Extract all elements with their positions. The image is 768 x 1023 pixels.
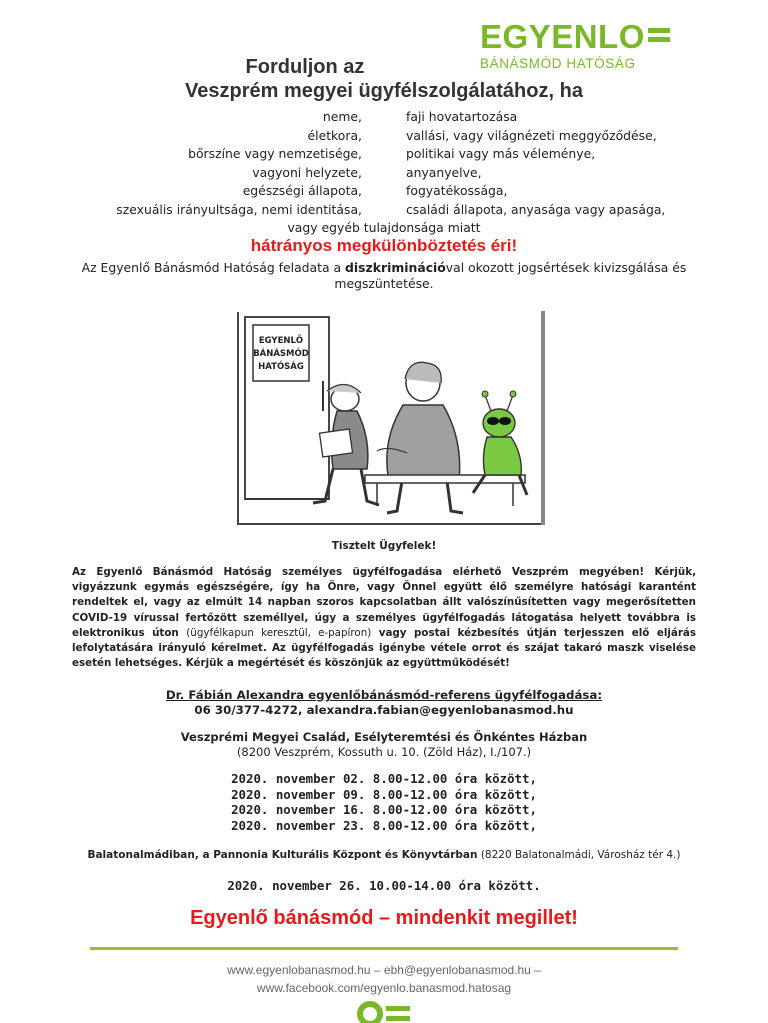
date-item: 2020. november 16. 8.00-12.00 óra között, [231,802,537,817]
venue-balatonalmadi [0,849,768,861]
door-sign-line: HATÓSÁG [258,362,304,372]
ground-item: anyanyelve, [406,164,482,180]
equals-sign-icon [648,26,670,46]
door-sign-line: BÁNÁSMÓD [253,349,309,359]
logo-subtitle: BÁNÁSMÓD HATÓSÁG [480,56,636,71]
ground-item: vagyoni helyzete, [252,164,362,180]
ground-item: vallási, vagy világnézeti meggyőződése, [406,127,657,143]
ground-item: politikai vagy más véleménye, [406,146,596,161]
grounds-final-line: vagy egyéb tulajdonsága miatt [287,220,481,235]
ground-item: életkora, [307,127,362,143]
grounds-right-column [406,108,746,219]
logo-wordmark: EGYENLO [480,18,645,55]
venue-veszprem [0,730,768,760]
footer-divider [90,947,678,950]
grounds-left-column [2,108,362,219]
heading-line-2: Veszprém megyei ügyfélszolgálatához, ha [185,80,583,102]
footer-links [0,961,768,997]
ground-item: faji hovatartozása [406,109,518,124]
ground-item: neme, [322,109,362,124]
ground-item: családi állapota, anyasága vagy apasága, [406,201,666,217]
venue2-address: (8220 Balatonalmádi, Városház tér 4.) [477,849,681,861]
cartoon-illustration [237,311,547,526]
balatonalmadi-date: 2020. november 26. 10.00-14.00 óra között. [227,878,541,893]
ground-item: bőrszíne vagy nemzetisége, [188,146,362,161]
footer-line-1[interactable]: www.egyenlobanasmod.hu – ebh@egyenlobanasmod.hu – [227,963,541,977]
heading-line-1: Forduljon az [245,56,365,78]
intro-text: Az Egyenlő Bánásmód Hatóság feladata a diszkriminációval okozott jogsértések kivizsgálása és megszüntetése. [81,260,687,291]
venue2-name: Balatonalmádiban, a Pannonia Kulturális Központ és Könyvtárban [87,849,478,861]
ground-item: szexuális irányultsága, nemi identitása, [116,201,362,217]
venue-address: (8200 Veszprém, Kossuth u. 10. (Zöld Ház), I./107.) [236,745,532,759]
footer-line-2[interactable]: www.facebook.com/egyenlo.banasmod.hatosag [256,981,512,995]
red-heading: hátrányos megkülönböztetés éri! [250,236,518,255]
intro-bold-word: diszkrimináció [345,260,446,275]
notice-paragraph: Az Egyenlő Bánásmód Hatóság személyes ügyfélfogadása elérhető Veszprém megyében! Kérjük, vigyázzunk egymás egészségére, így ha Önre, vagy Önnel együtt élő személyre hatósági karantént rendeltek el, vagy az elmúlt 14 napban szoros kapcsolatban állt valószínűsítetten vagy megerősítetten COVID-19 vírussal fertőzött személlyel, úgy a személyes ügyfélfogadás látogatása helyett továbbra is elektronikus úton (ügyfélkapun keresztül, e-papíron) vagy postai kézbesítés útján terjesszen elő eljárás lefolytatására irányuló kérelmet. Az ügyfélfogadás igénybe vétele orrot és szájat takaró maszk viselése esetén lehetséges. Kérjük a megértését és köszönjük az együttműködését! [72,566,697,670]
venue-name: Veszprémi Megyei Család, Esélyteremtési és Önkéntes Házban [180,730,588,744]
ground-item: fogyatékossága, [406,183,508,198]
notice-light-text: (ügyfélkapun keresztül, e-papíron) [186,626,372,639]
veszprem-dates [0,771,768,833]
contact-block [0,688,768,718]
footer-logo-icon [356,998,412,1023]
date-item: 2020. november 23. 8.00-12.00 óra között, [231,817,537,833]
notice-greeting: Tisztelt Ügyfelek! [331,540,437,552]
slogan: Egyenlő bánásmód – mindenkit megillet! [190,907,578,929]
contact-details: 06 30/377-4272, alexandra.fabian@egyenlobanasmod.hu [194,703,574,717]
date-item: 2020. november 02. 8.00-12.00 óra között, [231,771,537,786]
date-item: 2020. november 09. 8.00-12.00 óra között, [231,786,537,802]
contact-title: Dr. Fábián Alexandra egyenlőbánásmód-referens ügyfélfogadása: [165,688,603,702]
door-sign-line: EGYENLŐ [258,336,304,346]
ground-item: egészségi állapota, [242,183,362,198]
